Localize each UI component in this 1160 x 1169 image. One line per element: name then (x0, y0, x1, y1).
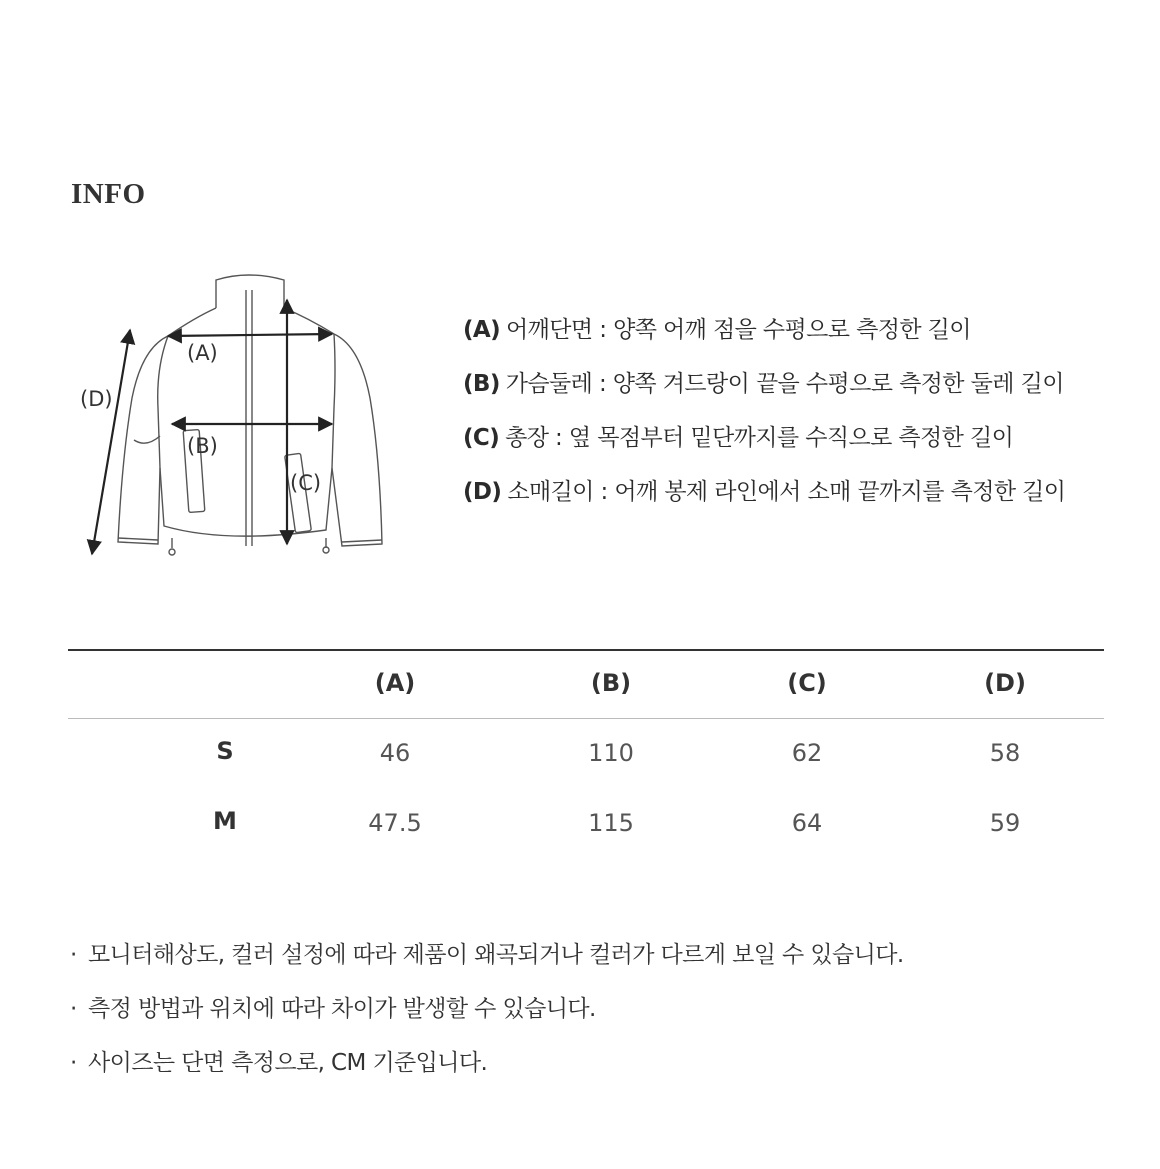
table-header-a: (A) (374, 669, 416, 697)
note-text: 사이즈는 단면 측정으로, CM 기준입니다. (88, 1050, 488, 1076)
legend-text: 어깨단면 : 양쪽 어깨 점을 수평으로 측정한 길이 (506, 317, 971, 343)
note-text: 모니터해상도, 컬러 설정에 따라 제품이 왜곡되거나 컬러가 다르게 보일 수 있습니다. (88, 942, 904, 968)
bullet: · (70, 942, 77, 968)
table-header-b: (B) (590, 669, 632, 697)
legend-item-a (463, 312, 1065, 366)
table-cell: 115 (588, 809, 634, 837)
legend-code: (B) (463, 371, 500, 397)
legend-item-b (463, 366, 1065, 420)
table-header-d: (D) (984, 669, 1026, 697)
table-cell: 47.5 (368, 809, 422, 837)
notes-list (70, 937, 904, 1099)
note-text: 측정 방법과 위치에 따라 차이가 발생할 수 있습니다. (88, 996, 596, 1022)
legend-code: (A) (463, 317, 501, 343)
jacket-outline (118, 275, 382, 555)
legend-text: 총장 : 옆 목점부터 밑단까지를 수직으로 측정한 길이 (505, 425, 1014, 451)
table-cell: 62 (791, 739, 823, 767)
legend-code: (C) (463, 425, 500, 451)
table-top-rule (68, 649, 1104, 651)
page-title: INFO (71, 178, 146, 210)
legend-code: (D) (463, 479, 502, 505)
legend-text: 소매길이 : 어깨 봉제 라인에서 소매 끝까지를 측정한 길이 (507, 479, 1066, 505)
table-cell: 64 (791, 809, 823, 837)
table-cell: 58 (989, 739, 1021, 767)
table-cell: 46 (379, 739, 411, 767)
jacket-diagram (76, 268, 406, 568)
legend-item-d (463, 474, 1065, 528)
table-row-size: M (213, 807, 237, 835)
legend-text: 가슴둘레 : 양쪽 겨드랑이 끝을 수평으로 측정한 둘레 길이 (505, 371, 1064, 397)
diagram-label-d: (D) (80, 387, 113, 411)
measurement-legend (463, 312, 1065, 528)
legend-item-c (463, 420, 1065, 474)
table-cell: 59 (989, 809, 1021, 837)
table-header-c: (C) (787, 669, 827, 697)
diagram-label-b: (B) (187, 434, 218, 458)
diagram-label-a: (A) (187, 341, 218, 365)
list-item (70, 937, 904, 991)
diagram-label-c: (C) (290, 471, 322, 495)
table-row-size: S (216, 737, 234, 765)
list-item (70, 1045, 904, 1099)
table-cell: 110 (588, 739, 634, 767)
list-item (70, 991, 904, 1045)
bullet: · (70, 996, 77, 1022)
table-header-rule (68, 718, 1104, 719)
bullet: · (70, 1050, 77, 1076)
